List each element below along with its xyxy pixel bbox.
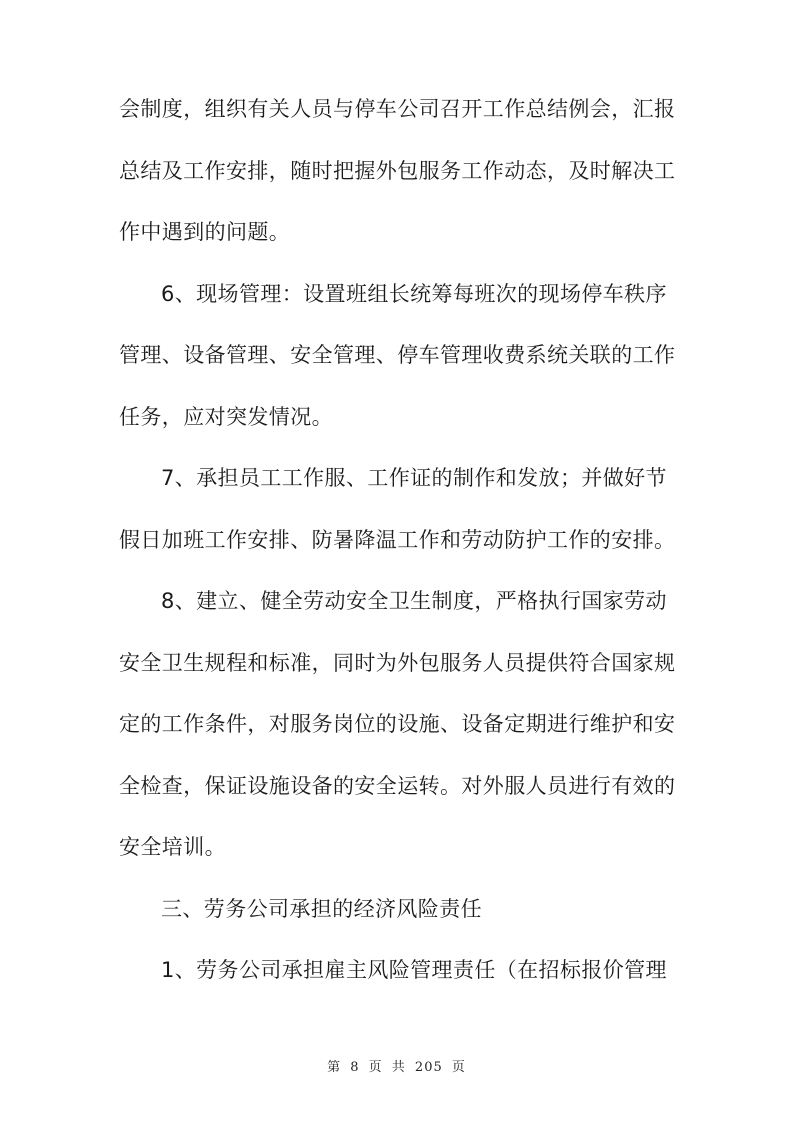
text-line: 安全培训。 [119, 835, 226, 859]
text-line: 定的工作条件，对服务岗位的设施、设备定期进行维护和安 [119, 712, 676, 736]
text-line: 6、现场管理：设置班组长统筹每班次的现场停车秩序 [161, 281, 667, 306]
text-line: 任务，应对突发情况。 [119, 404, 333, 429]
text-line: 安全卫生规程和标准，同时为外包服务人员提供符合国家规 [119, 650, 676, 675]
section-heading: 三、劳务公司承担的经济风险责任 [161, 896, 482, 921]
text-line: 管理、设备管理、安全管理、停车管理收费系统关联的工作 [119, 343, 676, 367]
text-line: 作中遇到的问题。 [119, 220, 291, 244]
text-line: 总结及工作安排，随时把握外包服务工作动态，及时解决工 [119, 158, 676, 183]
text-line: 8、建立、健全劳动安全卫生制度，严格执行国家劳动 [161, 589, 667, 613]
text-line: 会制度，组织有关人员与停车公司召开工作总结例会，汇报 [119, 97, 676, 121]
text-line: 1、劳务公司承担雇主风险管理责任（在招标报价管理 [161, 958, 667, 982]
page-number-footer: 第 8 页 共 205 页 [327, 1060, 466, 1075]
document-body [119, 86, 677, 1009]
text-line: 全检查，保证设施设备的安全运转。对外服人员进行有效的 [119, 773, 676, 798]
text-line: 7、承担员工工作服、工作证的制作和发放；并做好节 [161, 466, 667, 490]
text-line: 假日加班工作安排、防暑降温工作和劳动防护工作的安排。 [119, 527, 676, 552]
